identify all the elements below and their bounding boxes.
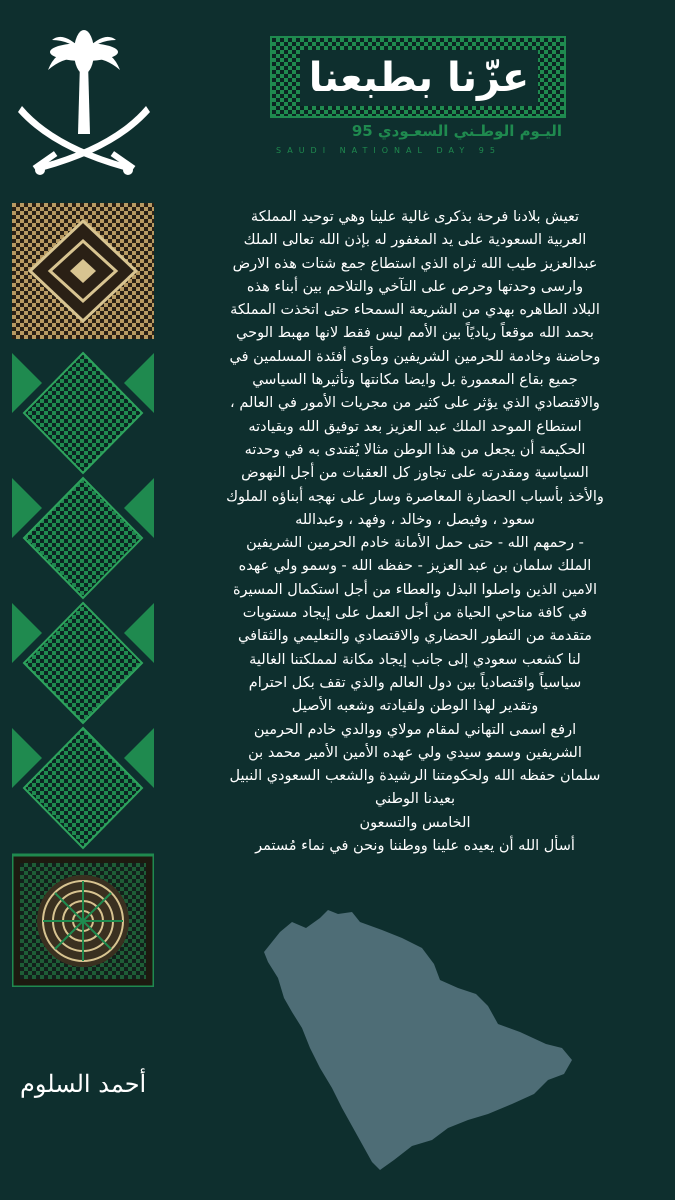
message-line: الشريفين وسمو سيدي ولي عهده الأمين الأمير محمد بن xyxy=(248,744,582,761)
logo-pattern-frame xyxy=(270,36,566,118)
message-line: سعود ، وفيصل ، وخالد ، وفهد ، وعبدالله xyxy=(295,511,535,528)
saudi-emblem-icon xyxy=(14,22,154,182)
message-line: سياسياً واقتصادياً بين دول العالم والذي تقف بكل احترام xyxy=(248,674,582,691)
message-line: متقدمة من التطور الحضاري والاقتصادي والتعليمي والثقافي xyxy=(238,628,592,645)
message-line: والاقتصادي الذي يؤثر على كثير من مجريات الأمور في العالم ، xyxy=(230,395,600,412)
message-line: في كافة مناحي الحياة من أجل العمل على إيجاد مستويات xyxy=(242,605,588,622)
national-day-arabic: اليـوم الوطـني السعـودي 95 xyxy=(351,122,562,140)
message-line: - رحمهم الله - حتى حمل الأمانة خادم الحرمين الشريفين xyxy=(246,535,584,552)
national-day-english: SAUDI NATIONAL DAY 95 xyxy=(276,146,501,155)
message-line: وحاضنة وخادمة للحرمين الشريفين ومأوى أفئدة المسلمين في xyxy=(229,348,601,365)
message-line: والأخذ بأسباب الحضارة المعاصرة وسار على نهجه أبناؤه الملوك xyxy=(226,488,604,505)
message-line: بحمد الله موقعاً رياديًاً بين الأمم ليس فقط لانها مهبط الوحي xyxy=(236,325,594,342)
message-line: بعيدنا الوطني xyxy=(374,791,456,808)
message-line: جميع بقاع المعمورة بل وايضا مكانتها وتأثيرها السياسي xyxy=(252,372,578,389)
message-line: استطاع الموحد الملك عبد العزيز بعد توفيق الله وبقيادته xyxy=(248,418,582,435)
national-day-message xyxy=(175,206,655,858)
message-line: ارفع اسمى التهاني لمقام مولاي ووالدي خادم الحرمين xyxy=(253,721,577,738)
message-line: السياسية ومقدرته على تجاوز كل العقبات من أجل النهوض xyxy=(241,465,589,482)
saudi-map-icon xyxy=(262,908,578,1176)
message-line: الملك سلمان بن عبد العزيز - حفظه الله - وسمو ولي عهده xyxy=(238,558,592,575)
message-line: الخامس والتسعون xyxy=(359,814,471,831)
message-line: الامين الذين واصلوا البذل والعطاء من أجل استكمال المسيرة xyxy=(232,581,598,598)
logo-title-box xyxy=(300,50,538,106)
message-line: لنا كشعب سعودي إلى جانب إيجاد مكانة لمملكتنا الغالية xyxy=(249,651,581,668)
message-line: عبدالعزيز طيب الله ثراه الذي استطاع جمع شتات هذه الارض xyxy=(232,255,598,272)
message-line: أسأل الله أن يعيده علينا ووطننا ونحن في نماء مُستمر xyxy=(255,838,575,855)
message-line: سلمان حفظه الله ولحكومتنا الرشيدة والشعب السعودي النبيل xyxy=(229,768,601,785)
message-line: العربية السعودية على يد المغفور له بإذن الله تعالى الملك xyxy=(243,232,587,249)
message-line: وتقدير لهذا الوطن ولقيادته وشعبه الأصيل xyxy=(291,698,539,715)
message-line: وارسى وحدتها وحرص على التآخي والتلاحم بين أبناء هذه xyxy=(246,278,584,295)
message-line: الحكيمة أن يجعل من هذا الوطن مثالا يُقتدى به في وحدته xyxy=(244,441,586,458)
national-day-logo xyxy=(270,36,570,166)
author-signature: أحمد السلوم xyxy=(20,1070,147,1098)
message-line: تعيش بلادنا فرحة بذكرى غالية علينا وهي توحيد المملكة xyxy=(250,209,580,225)
message-line: البلاد الطاهره بهدي من الشريعة السمحاء حتى اتخذت المملكة xyxy=(230,302,600,319)
logo-title: عزّنا بطبعنا xyxy=(308,55,530,101)
sadu-pattern-strip xyxy=(12,203,154,987)
